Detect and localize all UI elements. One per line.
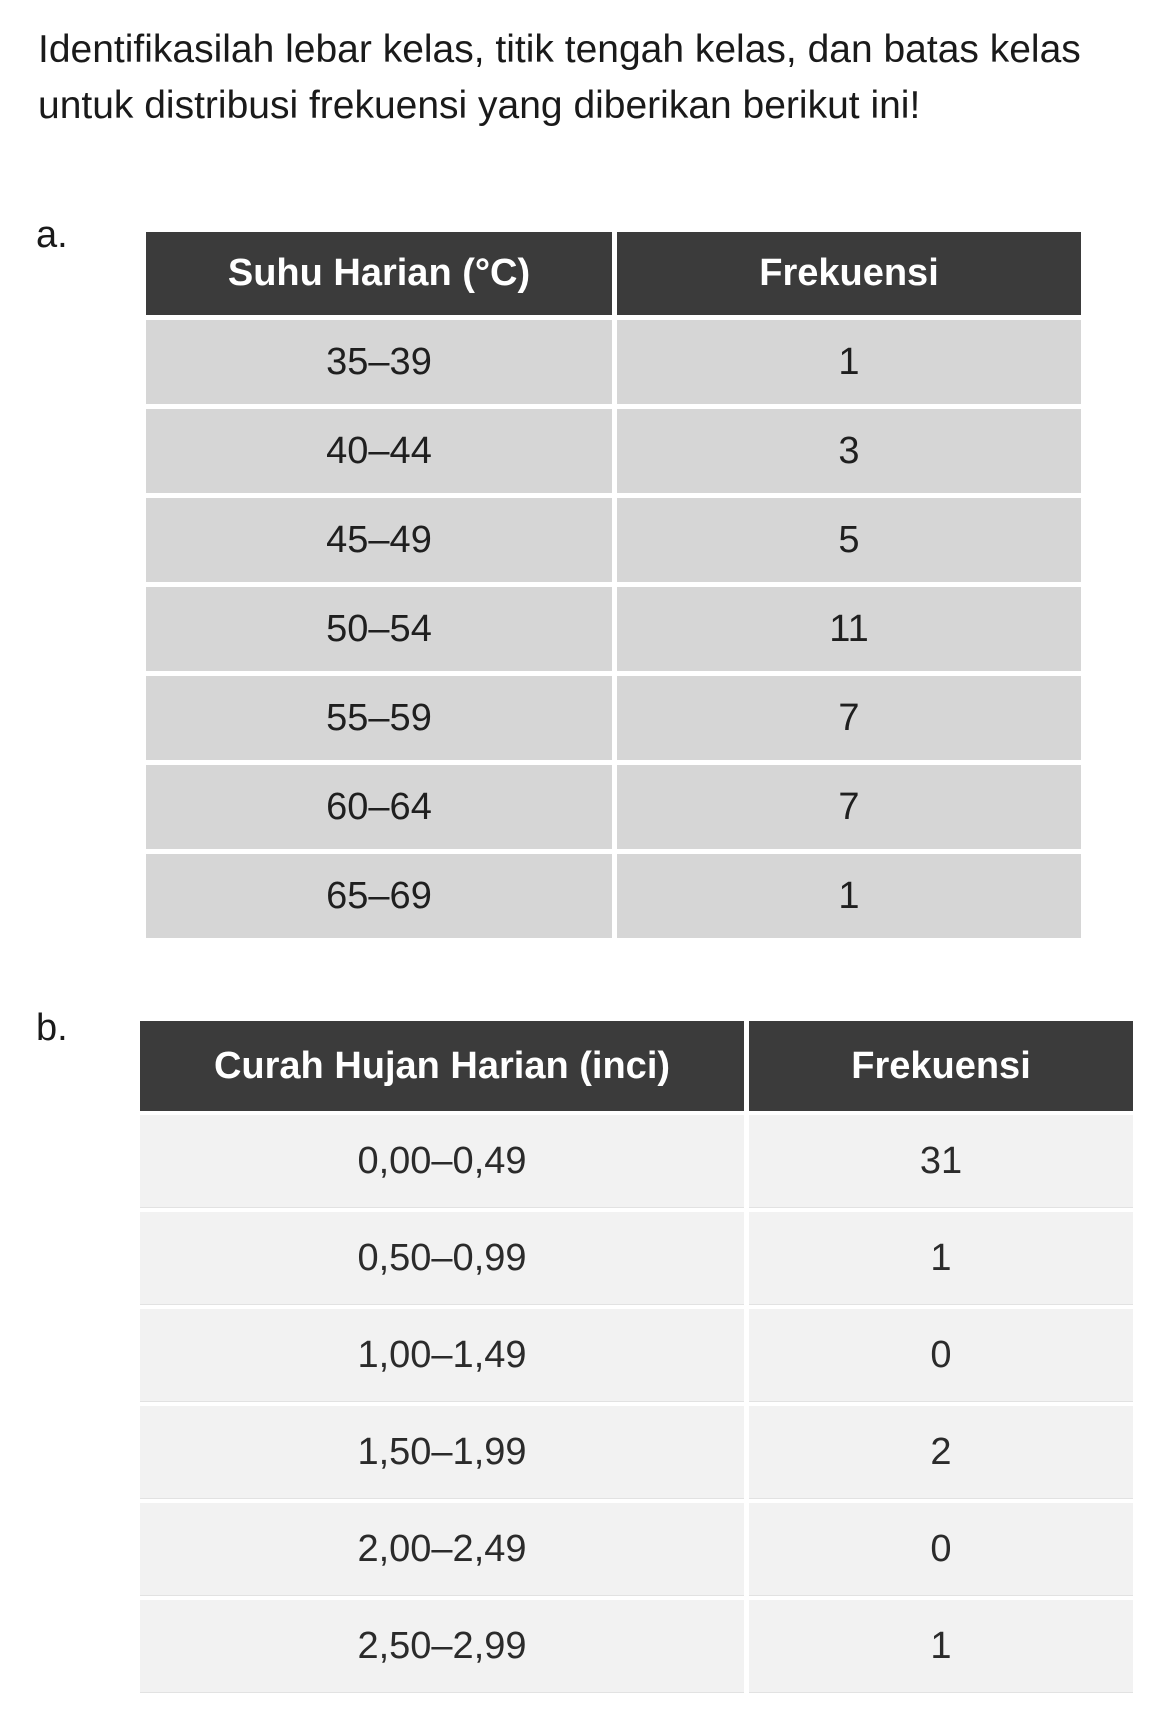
frequency-value: 1 bbox=[617, 320, 1081, 404]
table-row bbox=[146, 854, 1081, 938]
table-row bbox=[146, 676, 1081, 760]
frequency-value: 0 bbox=[749, 1309, 1133, 1402]
class-interval: 50–54 bbox=[146, 587, 612, 671]
frequency-value: 5 bbox=[617, 498, 1081, 582]
column-header-temperature: Suhu Harian (°C) bbox=[146, 232, 612, 315]
table-row bbox=[140, 1503, 1133, 1596]
class-interval: 0,00–0,49 bbox=[140, 1115, 744, 1208]
frequency-value: 1 bbox=[749, 1600, 1133, 1693]
table-row bbox=[140, 1115, 1133, 1208]
class-interval: 1,00–1,49 bbox=[140, 1309, 744, 1402]
frequency-value: 1 bbox=[617, 854, 1081, 938]
frequency-value: 31 bbox=[749, 1115, 1133, 1208]
column-header-frequency: Frekuensi bbox=[749, 1021, 1133, 1111]
class-interval: 2,00–2,49 bbox=[140, 1503, 744, 1596]
table-row bbox=[146, 409, 1081, 493]
frequency-value: 3 bbox=[617, 409, 1081, 493]
table-row bbox=[146, 765, 1081, 849]
temperature-frequency-table bbox=[141, 227, 1086, 943]
class-interval: 40–44 bbox=[146, 409, 612, 493]
table-row bbox=[146, 498, 1081, 582]
table-row bbox=[146, 320, 1081, 404]
class-interval: 65–69 bbox=[146, 854, 612, 938]
class-interval: 55–59 bbox=[146, 676, 612, 760]
frequency-value: 0 bbox=[749, 1503, 1133, 1596]
class-interval: 35–39 bbox=[146, 320, 612, 404]
rainfall-frequency-table bbox=[135, 1017, 1138, 1697]
frequency-value: 7 bbox=[617, 676, 1081, 760]
frequency-value: 11 bbox=[617, 587, 1081, 671]
table-row bbox=[146, 587, 1081, 671]
class-interval: 60–64 bbox=[146, 765, 612, 849]
part-b-label: b. bbox=[36, 1007, 68, 1049]
table-header-row bbox=[146, 232, 1081, 315]
class-interval: 45–49 bbox=[146, 498, 612, 582]
class-interval: 0,50–0,99 bbox=[140, 1212, 744, 1305]
table-row bbox=[140, 1309, 1133, 1402]
table-row bbox=[140, 1406, 1133, 1499]
frequency-value: 7 bbox=[617, 765, 1081, 849]
class-interval: 2,50–2,99 bbox=[140, 1600, 744, 1693]
class-interval: 1,50–1,99 bbox=[140, 1406, 744, 1499]
table-row bbox=[140, 1600, 1133, 1693]
frequency-value: 1 bbox=[749, 1212, 1133, 1305]
question-text: Identifikasilah lebar kelas, titik tengah kelas, dan batas kelas untuk distribusi frekuensi yang diberikan berikut ini! bbox=[38, 28, 1081, 127]
column-header-frequency: Frekuensi bbox=[617, 232, 1081, 315]
table-header-row bbox=[140, 1021, 1133, 1111]
column-header-rainfall: Curah Hujan Harian (inci) bbox=[140, 1021, 744, 1111]
frequency-value: 2 bbox=[749, 1406, 1133, 1499]
table-row bbox=[140, 1212, 1133, 1305]
part-a-label: a. bbox=[36, 214, 68, 256]
